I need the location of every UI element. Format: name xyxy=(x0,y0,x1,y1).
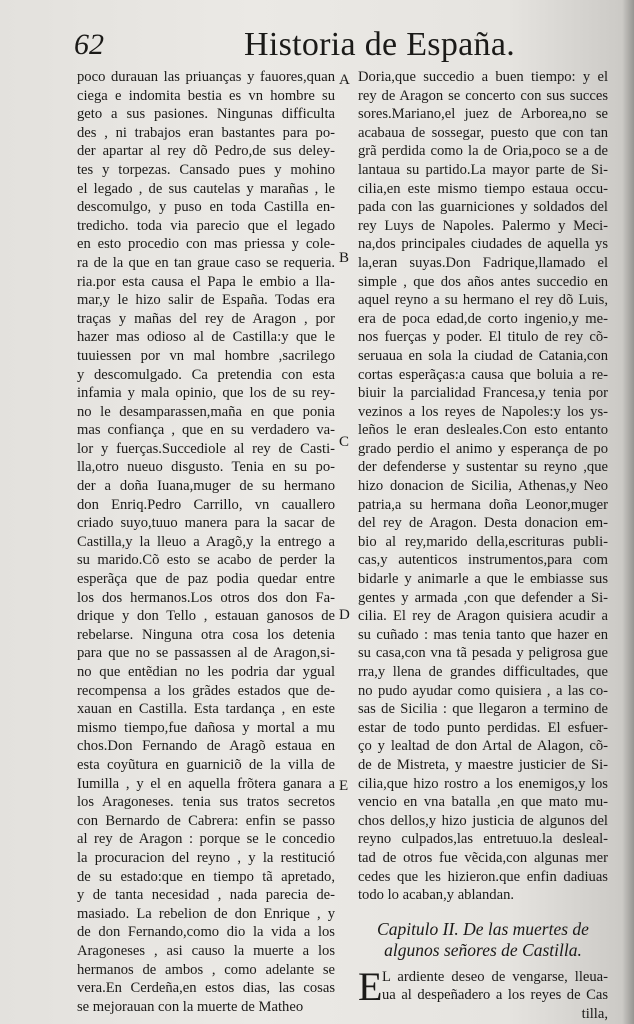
text-line: traças y mañas del rey de Aragon , por xyxy=(77,310,335,327)
text-line: grado perdio el animo y esperança de po xyxy=(358,440,608,457)
text-line: der apartar al rey dõ Pedro,de sus deley- xyxy=(77,143,335,160)
text-line: bio al rey,marido della,escrituras publi- xyxy=(358,533,608,550)
text-line: estar de todo punto perdidas. El esfuer- xyxy=(358,719,608,736)
text-line: rey Luys de Napoles. Palermo y Meci- xyxy=(358,217,608,234)
text-line: pada con las guarniciones y soldados del xyxy=(358,199,608,216)
page-edge-shadow xyxy=(622,0,634,1024)
text-line: rebelarse. Ninguna otra cosa los detenia xyxy=(77,626,335,643)
text-line: des , ni trabajos eran bastantes para po- xyxy=(77,124,335,141)
text-line: cilia,en este mismo tiempo estaua occu- xyxy=(358,180,608,197)
text-line: en esto procedio con mas priessa y cole- xyxy=(77,236,335,253)
text-line: al rey de Aragon : porque se le concedio xyxy=(77,831,335,848)
text-line: tuuiessen por vn mal hombre ,sacrilego xyxy=(77,347,335,364)
text-line: drique y don Tello , estauan ganosos de xyxy=(77,608,335,625)
text-line: lla,otro nueuo disgusto. Tenia en su po- xyxy=(77,459,335,476)
text-line: simple , que dos años antes succedio en xyxy=(358,273,608,290)
text-line: sas de Sicilia : que llegaron a termino de xyxy=(358,701,608,718)
text-line: infamia y mala opinio, que los de su rey- xyxy=(77,385,335,402)
text-line: no pudo ayudar como quisiera , a las co- xyxy=(358,682,608,699)
text-line: cilia. El rey de Aragon quisiera acudir a xyxy=(358,608,608,625)
text-line: la procuracion del reyno , y la restitució xyxy=(77,849,335,866)
text-line: mar,y le hizo salir de España. Todas era xyxy=(77,292,335,309)
text-line: su cuñado : mas tenia tanto que hazer en xyxy=(358,626,608,643)
text-line: el legado , de sus cautelas y marañas , le xyxy=(77,180,335,197)
margin-marker-c: C xyxy=(339,434,350,450)
text-line: con Bernardo de Cabrera: enfin se passo xyxy=(77,812,335,829)
text-line: ço y lealtad de don Artal de Alagon, cõ- xyxy=(358,738,608,755)
left-text-column xyxy=(77,68,335,1016)
text-line: chos.Don Fernando de Aragõ estaua en xyxy=(77,738,335,755)
text-line: y de tanta necesidad , nada parecia de- xyxy=(77,887,335,904)
text-line: no que entẽdian no les podria dar ygual xyxy=(77,664,335,680)
text-line: vezinos a los reyes de Napoles:y los ys- xyxy=(358,403,608,420)
text-line: cas,y autenticos instrumentos,para com xyxy=(358,552,608,569)
text-line: hizo donacion de Sicilia, Athenas,y Neo xyxy=(358,478,608,495)
text-line: esperãça que de paz podia quedar entre xyxy=(77,571,335,588)
text-line: grã perdida como la de Oria,poco se a de xyxy=(358,143,608,160)
text-line: cedes que les hizieron.que enfin dadiuas xyxy=(358,868,608,885)
text-line: ciega e indomita bestia es vn hombre su xyxy=(77,87,335,104)
text-line: patria,a su hermana doña Leonor,muger xyxy=(358,496,608,513)
running-title: Historia de España. xyxy=(244,26,516,63)
chapter-heading xyxy=(358,919,608,961)
text-line: todo lo acaban,y ablandan. xyxy=(358,887,515,904)
text-line: recompensa a los grãdes estados que de- xyxy=(77,682,335,699)
text-line: se mejorauan con la muerte de Matheo xyxy=(77,998,304,1015)
text-line: aquel reyno a su hermano el rey dõ Luis, xyxy=(358,292,608,309)
page-number: 62 xyxy=(74,28,104,61)
text-line: acabaua de sossegar, puesto que con tan xyxy=(358,124,608,141)
text-line: sores.Mariano,el juez de Arborea,no se xyxy=(358,106,608,123)
text-line: vera.En Cerdeña,en estos dias, las cosas xyxy=(77,980,335,997)
text-line: cortas esperãças:a causa que boluia a re- xyxy=(358,366,608,383)
text-line: Doria,que succedio a buen tiempo: y el xyxy=(358,69,608,85)
text-line: tilla, xyxy=(581,1005,608,1022)
text-line: los dos hermanos.Los otros dos don Fa- xyxy=(77,589,335,606)
text-line: cilia,que hizo rostro a los enemigos,y los xyxy=(358,775,608,792)
text-line: tredicho. toda via parecio que el legado xyxy=(77,217,335,234)
text-line: na,dos principales ciudades de aquella ys xyxy=(358,236,608,253)
text-line: su casa,con vna tã pesada y peligrosa gue xyxy=(358,645,608,662)
text-line: geto a sus pasiones. Ningunas difficulta xyxy=(77,106,335,123)
text-line: don Enriq.Pedro Carrillo, vn cauallero xyxy=(77,496,335,513)
margin-marker-e: E xyxy=(339,778,349,794)
text-line: L ardiente deseo de vengarse, lleua- xyxy=(382,968,608,985)
text-line: era de poca edad,de corto ingenio,y me- xyxy=(358,310,608,327)
text-line: esta coyũtura en guarniciõ de la villa de xyxy=(77,756,335,773)
right-column-paragraph xyxy=(358,68,608,905)
text-line: hazer mas odioso al de Castilla:y que le xyxy=(77,329,335,346)
text-line: bidarle y animarle a que le embiasse sus xyxy=(358,571,608,588)
text-line: chos dellos,y hizo justicia de algunos del xyxy=(358,812,608,829)
text-line: vencio en vna batalla ,en que mato mu- xyxy=(358,794,608,811)
text-line: hermanos de ambos , como adelante se xyxy=(77,961,335,978)
margin-marker-a: A xyxy=(339,72,350,88)
text-line: Iumilla , y el en aquella frõtera ganara a xyxy=(77,775,335,792)
text-line: de don Fernando,como dio la vida a los xyxy=(77,924,335,941)
text-line: del rey de Aragon. Desta donacion em- xyxy=(358,515,608,532)
text-line: masiado. La rebelion de don Enrique , y xyxy=(77,905,335,922)
running-head xyxy=(0,26,634,66)
text-line: ra de la que en tan graue caso se requeria. xyxy=(77,254,335,271)
text-line: der a doña Iuana,muger de su hermano xyxy=(77,478,335,495)
text-line: tes y torpezas. Cansado pues y mohino xyxy=(77,161,335,178)
right-text-column xyxy=(358,68,608,1024)
text-line: biuir la parcialidad Francesa,y tenia por xyxy=(358,385,608,402)
text-line: de de Mistreta, y maestre justicier de Si- xyxy=(358,756,608,773)
text-line: para que no se passassen al de Aragon,si- xyxy=(77,645,335,662)
text-line: descomulgo, y puso en toda Castilla en- xyxy=(77,199,335,216)
text-line: poco durauan las priuanças y fauores,quan xyxy=(77,69,335,85)
text-line: seruaua en sola la ciudad de Catania,con xyxy=(358,347,608,364)
text-line: rey de Aragon se concerto con sus succes xyxy=(358,87,608,104)
text-line: criado suyo,tuuo manera para la sacar de xyxy=(77,515,335,532)
text-line: y descomulgado. Ca pretendia con esta xyxy=(77,366,335,383)
text-line: Castilla,y la lleuo a Aragõ,y la entrego a xyxy=(77,533,335,550)
text-line: los Aragoneses. tenia sus tratos secretos xyxy=(77,794,335,811)
margin-marker-b: B xyxy=(339,250,350,266)
text-line: lor y fuerças.Succediole al rey de Casti- xyxy=(77,440,335,457)
text-line: leños le eran desleales.Con esto entanto xyxy=(358,422,608,439)
text-line: Aragoneses , asi causo la muerte a los xyxy=(77,942,335,959)
drop-cap: E xyxy=(358,963,383,1009)
text-line: su marido.Cõ esto se acabo de perder la xyxy=(77,552,335,569)
text-line: de su estado:que en tiempo tã apretado, xyxy=(77,868,335,885)
text-line: der defenderse y sustentar su reyno ,que xyxy=(358,459,608,476)
text-line: gentes y armada ,con que defender a Si- xyxy=(358,589,608,606)
text-line: mismo tiempo,fue dañosa y mortal a mu xyxy=(77,719,335,736)
text-line: ua al despeñadero a los reyes de Cas xyxy=(382,987,608,1004)
chapter-first-paragraph xyxy=(358,963,608,1024)
text-line: nos fuerças y poder. El titulo de rey cõ- xyxy=(358,329,608,346)
text-line: ria.por esta causa el Papa le embio a lla- xyxy=(77,273,335,290)
text-line: xauan en Castilla. Esta tardança , en este xyxy=(77,701,335,718)
text-line: no le desamparassen,maña en que ponia xyxy=(77,403,335,420)
chapter-heading-line: Capitulo II. De las muertes de xyxy=(377,918,589,939)
text-line: tad de otros fue vẽcida,con algunas mer xyxy=(358,849,608,866)
text-line: la,eran suyas.Don Fadrique,llamado el xyxy=(358,254,608,271)
text-line: reyno culpados,las entretuuo.la desleal- xyxy=(358,831,608,848)
text-line: lantaua su partido.La mayor parte de Si- xyxy=(358,161,608,178)
text-line: mas confiança , que en su verdadero va- xyxy=(77,422,335,439)
chapter-heading-line: algunos señores de Castilla. xyxy=(384,939,582,960)
text-line: rra,y llena de grandes difficultades, que xyxy=(358,664,608,680)
margin-marker-d: D xyxy=(339,607,350,623)
